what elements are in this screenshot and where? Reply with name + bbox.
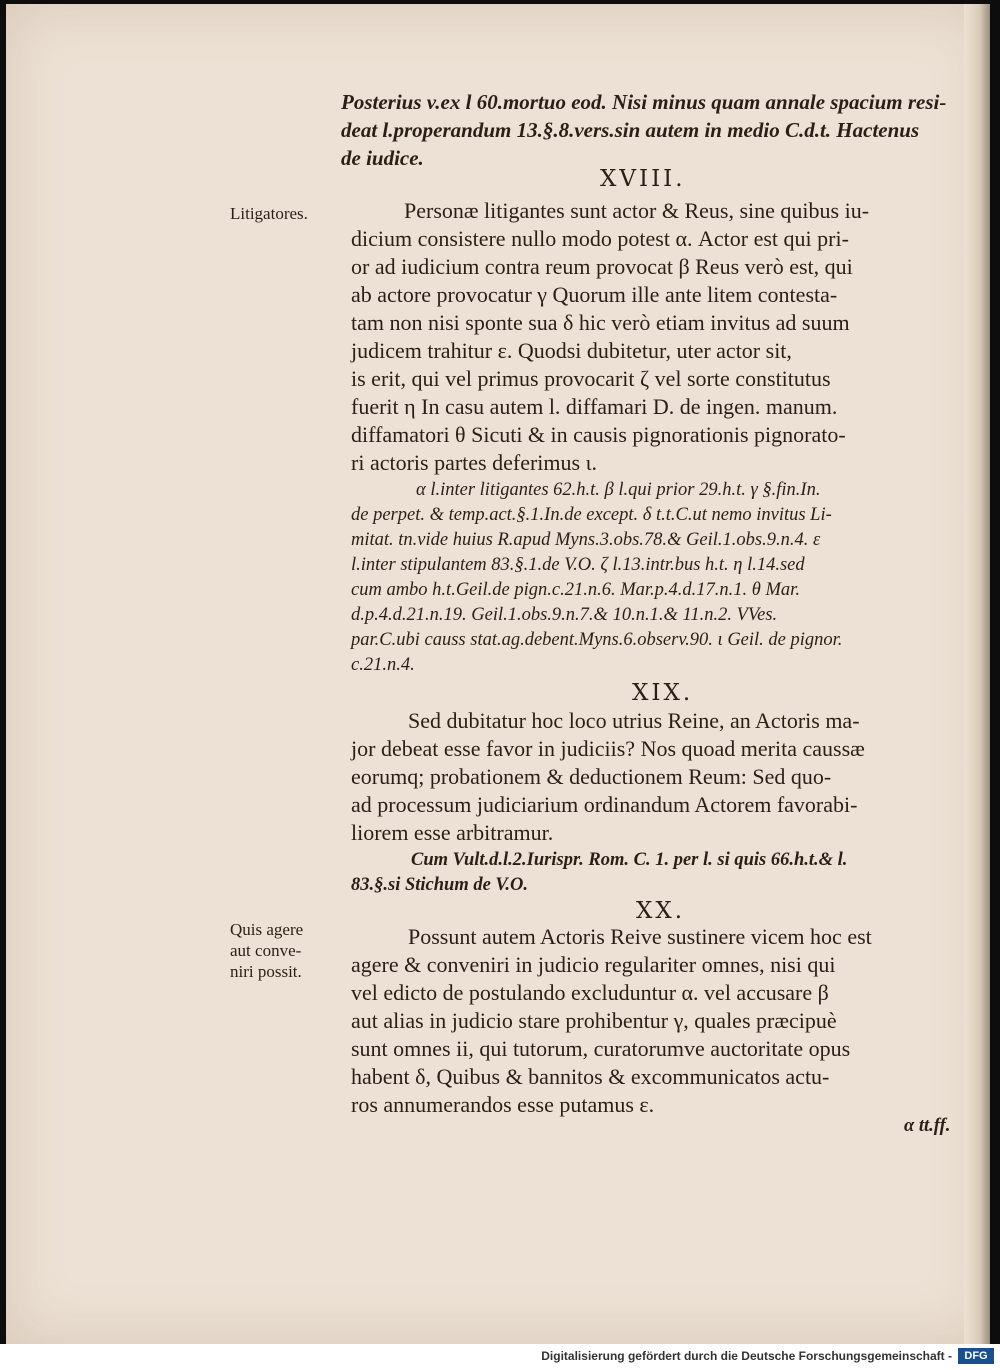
body-line: vel edicto de postulando excluduntur α. vel accusare β (351, 980, 829, 1005)
section-heading: XIX. (632, 680, 694, 706)
body-line: liorem esse arbitramur. (351, 820, 554, 845)
body-line: judicem trahitur ε. Quodsi dubitetur, uter actor sit, (351, 338, 792, 363)
body-line: ri actoris partes deferimus ι. (351, 450, 597, 475)
margin-note: aut conve- (230, 941, 302, 960)
footnote-line: cum ambo h.t.Geil.de pign.c.21.n.6. Mar.p.4.d.17.n.1. θ Mar. (351, 580, 800, 600)
body-line: dicium consistere nullo modo potest α. Actor est qui pri- (351, 226, 849, 251)
footnote-line: l.inter stipulantem 83.§.1.de V.O. ζ l.13.intr.bus h.t. η l.14.sed (351, 555, 805, 575)
body-line: Sed dubitatur hoc loco utrius Reine, an Actoris ma- (408, 708, 860, 733)
footnote-line: d.p.4.d.21.n.19. Geil.1.obs.9.n.7.& 10.n.1.& 11.n.2. VVes. (351, 605, 778, 625)
body-line: aut alias in judicio stare prohibentur γ, quales præcipuè (351, 1008, 837, 1033)
footnote-line: 83.§.si Stichum de V.O. (351, 875, 528, 895)
body-line: sunt omnes ii, qui tutorum, curatorumve auctoritate opus (351, 1036, 851, 1061)
body-line: Personæ litigantes sunt actor & Reus, sine quibus iu- (404, 198, 870, 223)
footnote-line: Cum Vult.d.l.2.Iurispr. Rom. C. 1. per l. si quis 66.h.t.& l. (411, 850, 848, 870)
running-line: Posterius v.ex l 60.mortuo eod. Nisi minus quam annale spacium resi- (341, 90, 947, 114)
digitization-footer (0, 1344, 1000, 1370)
body-line: fuerit η In casu autem l. diffamari D. de ingen. manum. (351, 394, 838, 419)
body-line: or ad iudicium contra reum provocat β Reus verò est, qui (351, 254, 853, 279)
footnote-line: c.21.n.4. (351, 655, 415, 675)
book-page (6, 4, 990, 1344)
footnote-line: par.C.ubi causs stat.ag.debent.Myns.6.observ.90. ι Geil. de pignor. (351, 630, 843, 650)
body-line: habent δ, Quibus & bannitos & excommunicatos actu- (351, 1064, 830, 1089)
page-gutter-shadow (964, 4, 990, 1344)
footnote-line: mitat. tn.vide huius R.apud Myns.3.obs.78.& Geil.1.obs.9.n.4. ε (351, 530, 821, 550)
body-line: diffamatori θ Sicuti & in causis pignorationis pignorato- (351, 422, 846, 447)
section-heading: XVIII. (600, 166, 686, 192)
running-line: deat l.properandum 13.§.8.vers.sin autem in medio C.d.t. Hactenus (341, 118, 920, 142)
body-line: Possunt autem Actoris Reive sustinere vicem hoc est (408, 924, 872, 949)
section-heading: XX. (636, 898, 686, 924)
funding-credit: Digitalisierung gefördert durch die Deutsche Forschungsgemeinschaft - (541, 1349, 952, 1363)
body-line: tam non nisi sponte sua δ hic verò etiam invitus ad suum (351, 310, 850, 335)
margin-note: niri possit. (230, 962, 302, 981)
body-line: eorumq; probationem & deductionem Reum: Sed quo- (351, 764, 832, 789)
body-line: ab actore provocatur γ Quorum ille ante litem contesta- (351, 282, 838, 307)
margin-note: Quis agere (230, 920, 304, 939)
running-line: de iudice. (341, 146, 424, 170)
footnote-line: α l.inter litigantes 62.h.t. β l.qui prior 29.h.t. γ §.fin.In. (416, 480, 821, 500)
catchword: α tt.ff. (904, 1116, 951, 1136)
footnote-line: de perpet. & temp.act.§.1.In.de except. δ t.t.C.ut nemo invitus Li- (351, 505, 832, 525)
margin-note: Litigatores. (230, 204, 308, 223)
body-line: ad processum judiciarium ordinandum Actorem favorabi- (351, 792, 858, 817)
body-line: jor debeat esse favor in judiciis? Nos quoad merita caussæ (351, 736, 865, 761)
body-line: agere & conveniri in judicio regulariter omnes, nisi qui (351, 952, 836, 977)
dfg-logo: DFG (958, 1348, 994, 1364)
body-line: ros annumerandos esse putamus ε. (351, 1092, 655, 1117)
body-line: is erit, qui vel primus provocarit ζ vel sorte constitutus (351, 366, 831, 391)
